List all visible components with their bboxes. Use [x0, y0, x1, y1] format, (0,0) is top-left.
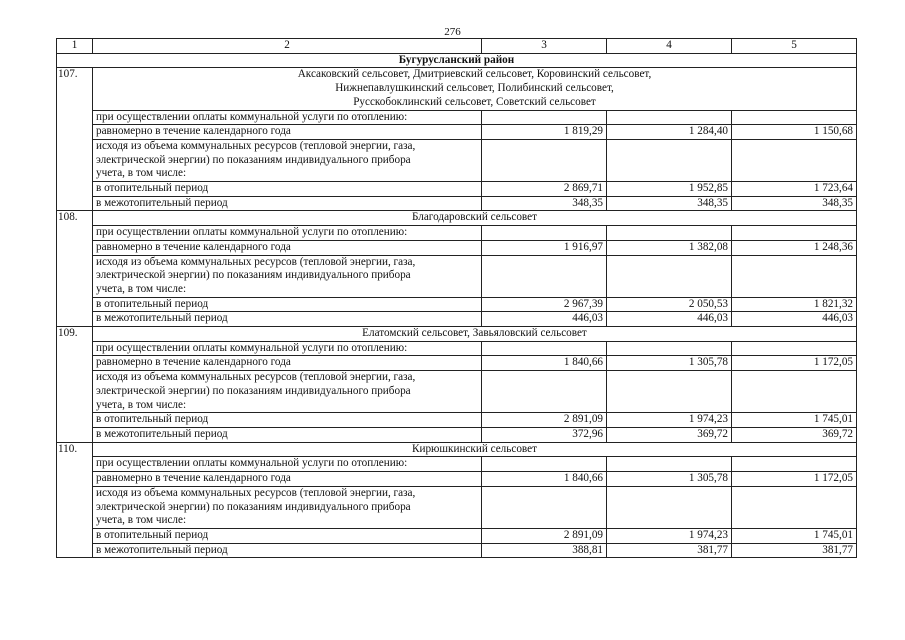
- value-col-3: 1 840,66: [482, 472, 607, 487]
- column-number-3: 3: [482, 39, 607, 54]
- table-row: [57, 472, 857, 487]
- value-col-5: 348,35: [732, 196, 857, 211]
- row-label: равномерно в течение календарного года: [93, 240, 482, 255]
- row-label: в отопительный период: [93, 413, 482, 428]
- value-col-4: 381,77: [607, 543, 732, 558]
- section-header-row: [57, 68, 857, 110]
- table-row: [57, 226, 857, 241]
- section-header-row: [57, 442, 857, 457]
- column-number-4: 4: [607, 39, 732, 54]
- row-label: в отопительный период: [93, 297, 482, 312]
- table-row: [57, 528, 857, 543]
- table-row: [57, 413, 857, 428]
- table-row: [57, 196, 857, 211]
- value-col-5: [732, 255, 857, 297]
- value-col-3: [482, 110, 607, 125]
- value-col-4: 446,03: [607, 312, 732, 327]
- value-col-3: 348,35: [482, 196, 607, 211]
- value-col-4: 1 974,23: [607, 413, 732, 428]
- row-label: в межотопительный период: [93, 312, 482, 327]
- value-col-5: 1 172,05: [732, 472, 857, 487]
- table-row: [57, 110, 857, 125]
- value-col-5: [732, 486, 857, 528]
- value-col-5: [732, 341, 857, 356]
- value-col-5: [732, 371, 857, 413]
- column-number-5: 5: [732, 39, 857, 54]
- value-col-4: [607, 255, 732, 297]
- table-row: [57, 427, 857, 442]
- section-location: Кирюшкинский сельсовет: [93, 442, 857, 457]
- value-col-3: [482, 457, 607, 472]
- value-col-4: 369,72: [607, 427, 732, 442]
- value-col-4: 1 974,23: [607, 528, 732, 543]
- column-number-1: 1: [57, 39, 93, 54]
- value-col-4: [607, 371, 732, 413]
- row-label: при осуществлении оплаты коммунальной услуги по отоплению:: [93, 457, 482, 472]
- district-title: Бугурусланский район: [57, 53, 857, 68]
- table-row: [57, 255, 857, 297]
- value-col-3: [482, 371, 607, 413]
- table-row: [57, 297, 857, 312]
- table-row: [57, 125, 857, 140]
- page-number: 276: [444, 26, 461, 38]
- value-col-5: [732, 226, 857, 241]
- table-row: [57, 312, 857, 327]
- column-number-row: [57, 39, 857, 54]
- value-col-5: [732, 139, 857, 181]
- value-col-4: 348,35: [607, 196, 732, 211]
- table-row: [57, 341, 857, 356]
- row-label: в отопительный период: [93, 182, 482, 197]
- table-row: [57, 240, 857, 255]
- section-header-row: [57, 211, 857, 226]
- value-col-3: 446,03: [482, 312, 607, 327]
- value-col-3: 388,81: [482, 543, 607, 558]
- value-col-3: 1 819,29: [482, 125, 607, 140]
- value-col-5: 1 172,05: [732, 356, 857, 371]
- value-col-4: [607, 341, 732, 356]
- value-col-5: 1 248,36: [732, 240, 857, 255]
- value-col-3: [482, 486, 607, 528]
- row-label: исходя из объема коммунальных ресурсов (тепловой энергии, газа, электрической энергии) по показаниям индивидуального прибора учета, в том числе:: [93, 371, 482, 413]
- value-col-5: 446,03: [732, 312, 857, 327]
- value-col-4: [607, 486, 732, 528]
- row-label: в межотопительный период: [93, 196, 482, 211]
- value-col-4: 1 305,78: [607, 472, 732, 487]
- value-col-3: 2 891,09: [482, 413, 607, 428]
- section-number: 110.: [57, 442, 93, 558]
- value-col-5: [732, 110, 857, 125]
- value-col-5: 1 745,01: [732, 413, 857, 428]
- value-col-5: 1 821,32: [732, 297, 857, 312]
- value-col-3: 372,96: [482, 427, 607, 442]
- value-col-3: 2 967,39: [482, 297, 607, 312]
- value-col-5: 381,77: [732, 543, 857, 558]
- row-label: исходя из объема коммунальных ресурсов (тепловой энергии, газа, электрической энергии) по показаниям индивидуального прибора учета, в том числе:: [93, 255, 482, 297]
- value-col-4: [607, 226, 732, 241]
- section-number: 109.: [57, 327, 93, 443]
- row-label: равномерно в течение календарного года: [93, 125, 482, 140]
- value-col-4: [607, 110, 732, 125]
- section-location: Аксаковский сельсовет, Дмитриевский сельсовет, Коровинский сельсовет, Нижнепавлушкинский сельсовет, Полибинский сельсовет, Русскобоклинский сельсовет, Советский сельсовет: [93, 68, 857, 110]
- value-col-5: 1 723,64: [732, 182, 857, 197]
- section-number: 108.: [57, 211, 93, 327]
- row-label: в отопительный период: [93, 528, 482, 543]
- value-col-3: [482, 255, 607, 297]
- value-col-5: 1 150,68: [732, 125, 857, 140]
- row-label: при осуществлении оплаты коммунальной услуги по отоплению:: [93, 110, 482, 125]
- row-label: равномерно в течение календарного года: [93, 472, 482, 487]
- table-row: [57, 371, 857, 413]
- column-number-2: 2: [93, 39, 482, 54]
- row-label: исходя из объема коммунальных ресурсов (тепловой энергии, газа, электрической энергии) по показаниям индивидуального прибора учета, в том числе:: [93, 486, 482, 528]
- table-row: [57, 543, 857, 558]
- table-row: [57, 486, 857, 528]
- value-col-4: 1 382,08: [607, 240, 732, 255]
- table-row: [57, 182, 857, 197]
- table-row: [57, 356, 857, 371]
- table-row: [57, 139, 857, 181]
- section-location: Елатомский сельсовет, Завьяловский сельсовет: [93, 327, 857, 342]
- value-col-3: 2 869,71: [482, 182, 607, 197]
- value-col-3: [482, 226, 607, 241]
- value-col-4: 2 050,53: [607, 297, 732, 312]
- value-col-3: 1 916,97: [482, 240, 607, 255]
- row-label: в межотопительный период: [93, 427, 482, 442]
- row-label: равномерно в течение календарного года: [93, 356, 482, 371]
- value-col-4: 1 284,40: [607, 125, 732, 140]
- value-col-5: 1 745,01: [732, 528, 857, 543]
- section-header-row: [57, 327, 857, 342]
- value-col-5: [732, 457, 857, 472]
- row-label: при осуществлении оплаты коммунальной услуги по отоплению:: [93, 341, 482, 356]
- row-label: при осуществлении оплаты коммунальной услуги по отоплению:: [93, 226, 482, 241]
- value-col-4: [607, 457, 732, 472]
- district-title-row: [57, 53, 857, 68]
- value-col-3: [482, 341, 607, 356]
- row-label: в межотопительный период: [93, 543, 482, 558]
- row-label: исходя из объема коммунальных ресурсов (тепловой энергии, газа, электрической энергии) по показаниям индивидуального прибора учета, в том числе:: [93, 139, 482, 181]
- value-col-3: [482, 139, 607, 181]
- section-location: Благодаровский сельсовет: [93, 211, 857, 226]
- value-col-3: 1 840,66: [482, 356, 607, 371]
- value-col-4: [607, 139, 732, 181]
- value-col-4: 1 952,85: [607, 182, 732, 197]
- value-col-3: 2 891,09: [482, 528, 607, 543]
- value-col-5: 369,72: [732, 427, 857, 442]
- value-col-4: 1 305,78: [607, 356, 732, 371]
- table-row: [57, 457, 857, 472]
- tariff-table: [56, 38, 857, 558]
- section-number: 107.: [57, 68, 93, 211]
